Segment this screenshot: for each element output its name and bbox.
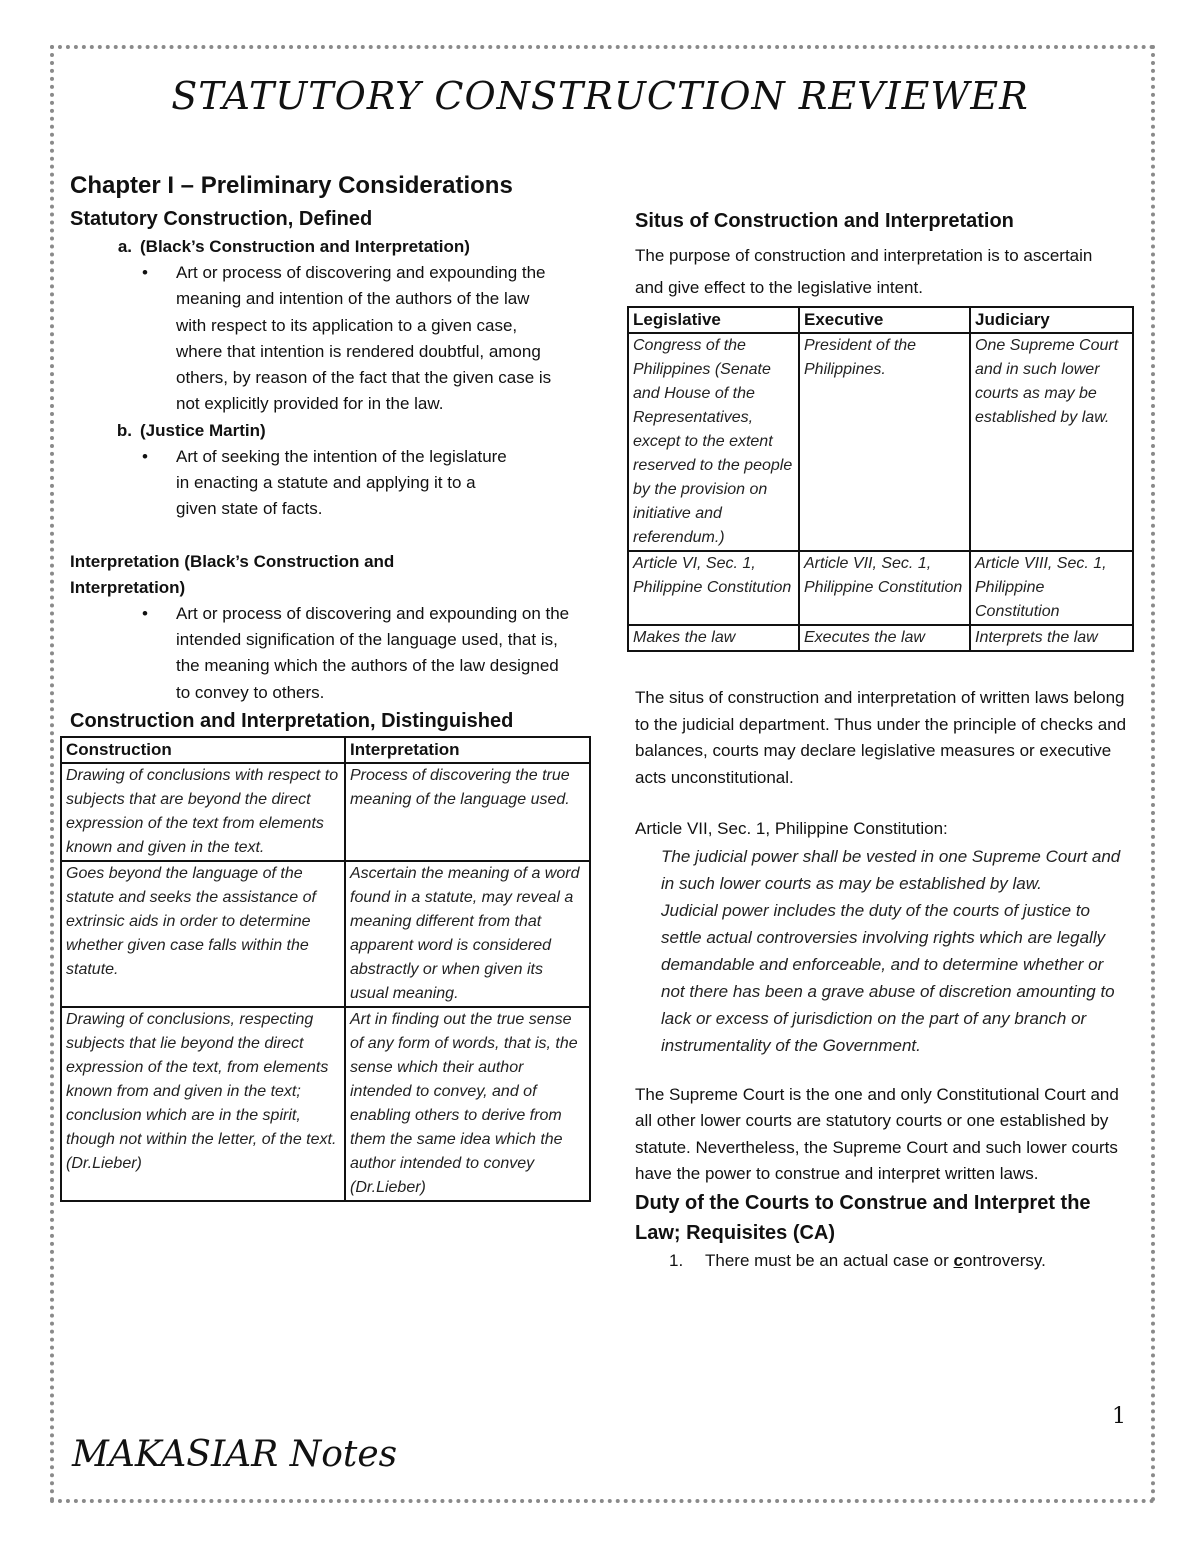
page-number: 1 <box>1112 1404 1126 1429</box>
item-b-bullet <box>70 444 510 523</box>
table-cell: President of the Philippines. <box>799 333 970 551</box>
branches-table <box>627 306 1134 652</box>
item-a-bullet-text: Art or process of discovering and expounding the meaning and intention of the authors of the law with respect to its application to a given case, where that intention is rendered doubtful, among others, by reason of the fact that the given case is not explicitly provided for in the law. <box>176 263 552 414</box>
item-b-marker: b. <box>116 420 132 440</box>
table-cell: Article VI, Sec. 1, Philippine Constitution <box>628 551 799 625</box>
table-cell: Drawing of conclusions with respect to subjects that are beyond the direct expression of the text from elements known and given in the text. <box>61 763 345 861</box>
table-row <box>628 551 1133 625</box>
table-cell: Drawing of conclusions, respecting subjects that lie beyond the direct expression of the text, from elements known from and given in the text; conclusion which are in the spirit, though not within the letter, of the text. (Dr.Lieber) <box>61 1007 345 1201</box>
table-header: Construction <box>61 737 345 763</box>
defined-heading: Statutory Construction, Defined <box>70 208 373 230</box>
left-column <box>66 168 600 1202</box>
table-row <box>61 1007 590 1201</box>
requisite-1-text-start: There must be an actual case or <box>705 1250 954 1270</box>
table-cell: Interprets the law <box>970 625 1133 651</box>
table-row <box>61 861 590 1007</box>
table-header: Legislative <box>628 307 799 333</box>
table-row <box>628 625 1133 651</box>
bullet-icon: • <box>142 263 148 282</box>
requisite-1-marker: 1. <box>669 1250 684 1270</box>
table-header: Executive <box>799 307 970 333</box>
item-b-text: (Justice Martin) <box>140 420 266 440</box>
item-a-label <box>70 234 600 260</box>
table-header: Interpretation <box>345 737 590 763</box>
table-cell: Article VIII, Sec. 1, Philippine Constitution <box>970 551 1133 625</box>
article-reference: Article VII, Sec. 1, Philippine Constitution: <box>635 819 948 838</box>
table-cell: Makes the law <box>628 625 799 651</box>
bullet-icon: • <box>142 603 148 623</box>
table-header-row <box>628 307 1133 333</box>
requisite-1-underlined-letter: c <box>953 1250 963 1270</box>
item-b-bullet-text: Art of seeking the intention of the legislature in enacting a statute and applying it to a given state of facts. <box>176 446 507 519</box>
interpretation-bullet <box>70 601 570 706</box>
constitution-quote-2: Judicial power includes the duty of the courts of justice to settle actual controversies involving rights which are legally demandable and enforceable, and to determine whether or not there has been a grave abuse of discretion amounting to lack or excess of jurisdiction on the part of any branch or instrumentality of the Government. <box>661 900 1115 1055</box>
interpretation-label: Interpretation (Black’s Construction and Interpretation) <box>70 551 395 597</box>
table-cell: Ascertain the meaning of a word found in a statute, may reveal a meaning different from that apparent word is considered abstractly or when given its usual meaning. <box>345 861 590 1007</box>
construction-interpretation-table <box>60 736 591 1202</box>
footer-signature: MAKASIAR Notes <box>72 1434 398 1475</box>
table-header-row <box>61 737 590 763</box>
table-header: Judiciary <box>970 307 1133 333</box>
situs-heading: Situs of Construction and Interpretation <box>635 210 1014 232</box>
item-b-label <box>70 418 600 444</box>
table-cell: Executes the law <box>799 625 970 651</box>
item-a-bullet <box>70 260 562 418</box>
table-cell: Congress of the Philippines (Senate and House of the Representatives, except to the extent reserved to the people by the provision on initiative and referendum.) <box>628 333 799 551</box>
table-cell: Article VII, Sec. 1, Philippine Constitution <box>799 551 970 625</box>
bullet-icon: • <box>142 446 148 466</box>
situs-intro: The purpose of construction and interpretation is to ascertain and give effect to the legislative intent. <box>635 246 1093 297</box>
table-cell: Art in finding out the true sense of any form of words, that is, the sense which their author intended to convey, and of enabling others to derive from them the same idea which the author intended to convey (Dr.Lieber) <box>345 1007 590 1201</box>
duty-heading: Duty of the Courts to Construe and Interpret the Law; Requisites (CA) <box>635 1191 1091 1244</box>
table-row <box>628 333 1133 551</box>
supreme-court-paragraph: The Supreme Court is the one and only Constitutional Court and all other lower courts are statutory courts or one established by statute. Nevertheless, the Supreme Court and such lower courts have the power to construe and interpret written laws. <box>635 1084 1119 1183</box>
requisite-1 <box>635 1248 1140 1275</box>
interpretation-bullet-text: Art or process of discovering and expounding on the intended signification of the language used, that is, the meaning which the authors of the law designed to convey to others. <box>176 603 570 702</box>
constitution-quote-1: The judicial power shall be vested in one Supreme Court and in such lower courts as may be established by law. <box>661 846 1121 893</box>
item-a-marker: a. <box>117 237 132 256</box>
item-a-text: (Black’s Construction and Interpretation) <box>140 237 470 256</box>
table-cell: Process of discovering the true meaning of the language used. <box>345 763 590 861</box>
situs-paragraph: The situs of construction and interpretation of written laws belong to the judicial department. Thus under the principle of checks and balances, courts may declare legislative measures or executive acts unconstitutional. <box>635 688 1127 787</box>
document-title: STATUTORY CONSTRUCTION REVIEWER <box>171 74 1029 118</box>
chapter-heading: Chapter I – Preliminary Considerations <box>70 172 513 199</box>
distinguished-heading: Construction and Interpretation, Distinguished <box>70 709 514 732</box>
table-cell: One Supreme Court and in such lower courts as may be established by law. <box>970 333 1133 551</box>
table-row <box>61 763 590 861</box>
right-column <box>635 206 1140 1274</box>
requisite-1-text-end: ontroversy. <box>963 1250 1046 1270</box>
table-cell: Goes beyond the language of the statute and seeks the assistance of extrinsic aids in order to determine whether given case falls within the statute. <box>61 861 345 1007</box>
